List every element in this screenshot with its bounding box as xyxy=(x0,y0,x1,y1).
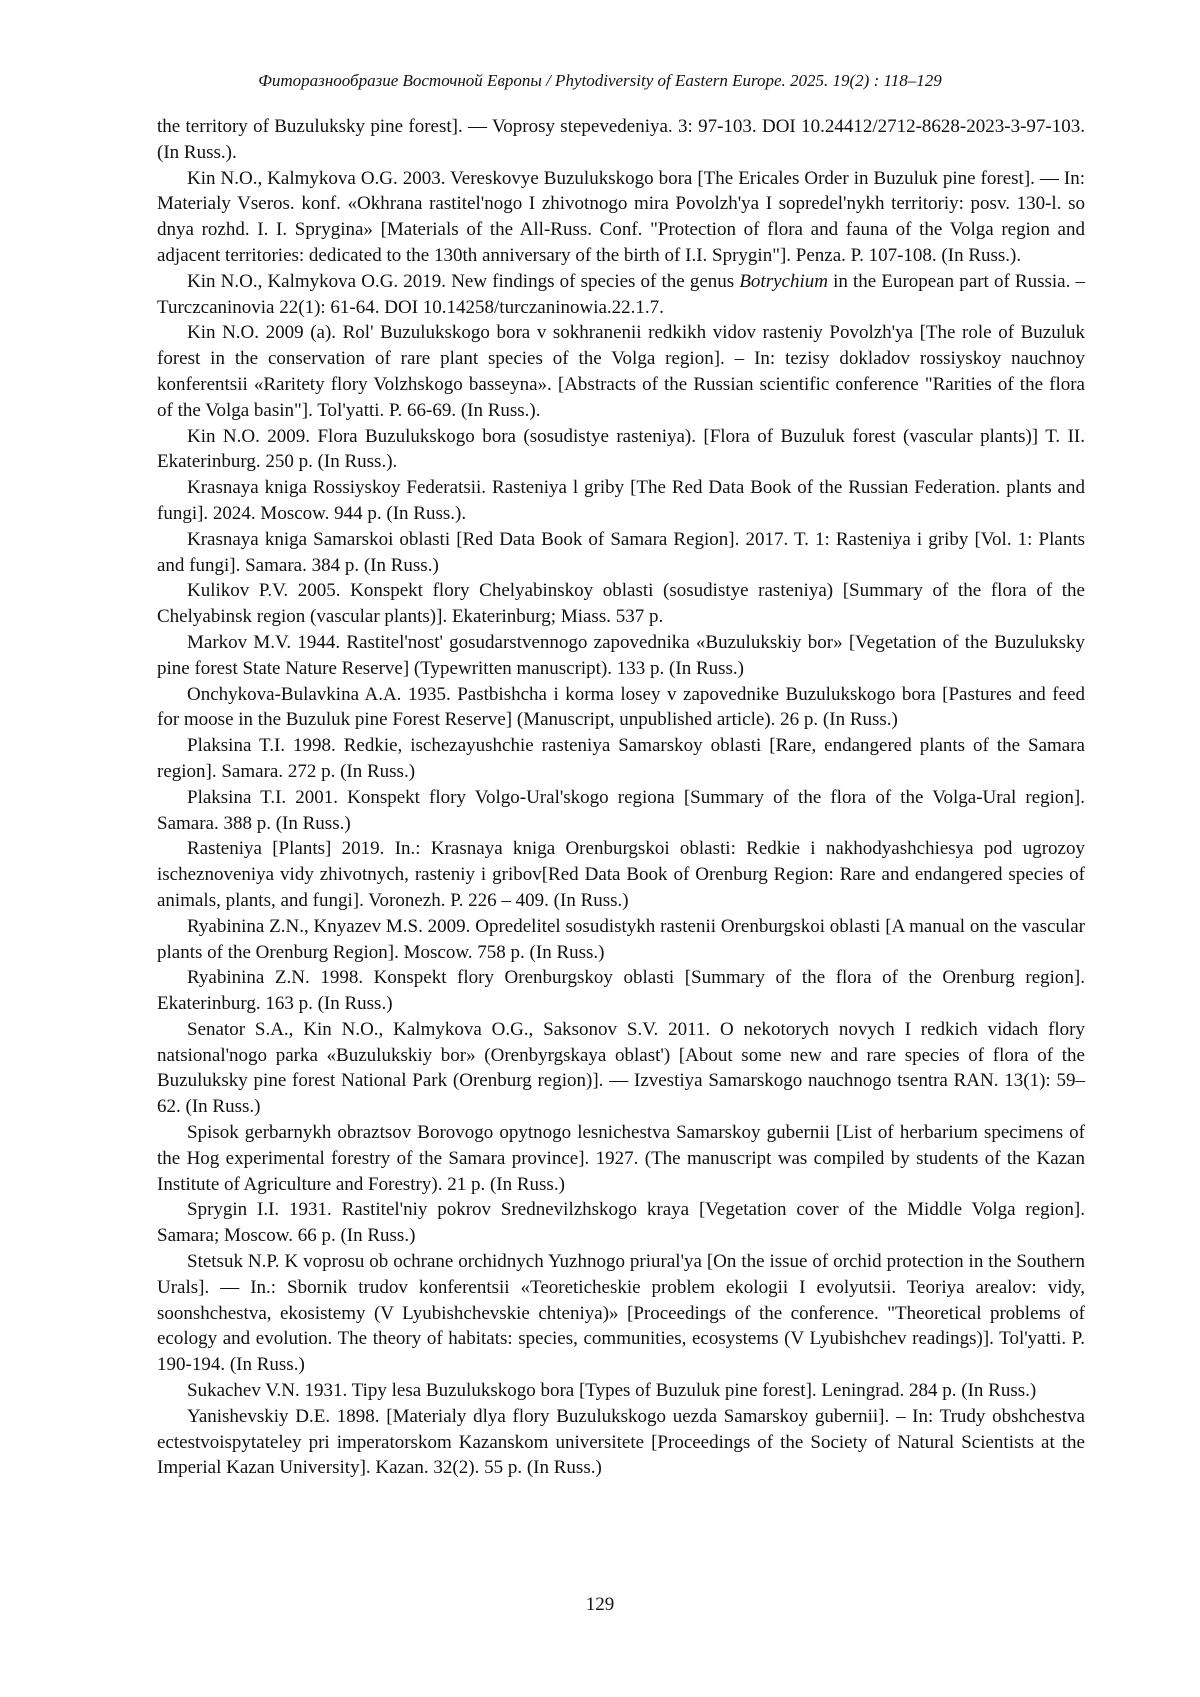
reference-item: Onchykova-Bulavkina A.A. 1935. Pastbishcha i korma losey v zapovednike Buzulukskogo bora [Pastures and feed for moose in the Buzuluk pine Forest Reserve] (Manuscript, unpublished article). 26 p. (In Russ.) xyxy=(157,682,1085,734)
reference-item: Kin N.O., Kalmykova O.G. 2003. Vereskovye Buzulukskogo bora [The Ericales Order in Buzuluk pine forest]. — In: Materialy Vseros. konf. «Okhrana rastitel'nogo I zhivotnogo mira Povolzh'ya I sopredel'nykh territoriy: posv. 130-l. so dnya rozhd. I. I. Sprygina» [Materials of the All-Russ. Conf. "Protection of flora and fauna of the Volga region and adjacent territories: dedicated to the 130th anniversary of the birth of I.I. Sprygin"]. Penza. P. 107-108. (In Russ.). xyxy=(157,166,1085,269)
reference-item: Sukachev V.N. 1931. Tipy lesa Buzulukskogo bora [Types of Buzuluk pine forest]. Leningrad. 284 p. (In Russ.) xyxy=(157,1378,1085,1404)
reference-item: Markov M.V. 1944. Rastitel'nost' gosudarstvennogo zapovednika «Buzulukskiy bor» [Vegetation of the Buzuluksky pine forest State Nature Reserve] (Typewritten manuscript). 133 p. (In Russ.) xyxy=(157,630,1085,682)
reference-item: Ryabinina Z.N., Knyazev M.S. 2009. Opredelitel sosudistykh rastenii Orenburgskoi oblasti [A manual on the vascular plants of the Orenburg Region]. Moscow. 758 p. (In Russ.) xyxy=(157,914,1085,966)
reference-text: Kin N.O., Kalmykova O.G. 2019. New findings of species of the genus xyxy=(187,271,739,292)
reference-item: Sprygin I.I. 1931. Rastitel'niy pokrov Srednevilzhskogo kraya [Vegetation cover of the Middle Volga region]. Samara; Moscow. 66 p. (In Russ.) xyxy=(157,1197,1085,1249)
genus-name-italic: Botrychium xyxy=(739,271,828,292)
reference-item: Stetsuk N.P. K voprosu ob ochrane orchidnych Yuzhnogo priural'ya [On the issue of orchid protection in the Southern Urals]. — In.: Sbornik trudov konferentsii «Teoreticheskie problem ekologii I evolyutsii. Teoriya arealov: vidy, soonshchestva, ekosistemy (V Lyubishchevskie chteniya)» [Proceedings of the conference. "Theoretical problems of ecology and evolution. The theory of habitats: species, communities, ecosystems (V Lyubishchev readings)]. Tol'yatti. P. 190-194. (In Russ.) xyxy=(157,1249,1085,1378)
reference-item: Spisok gerbarnykh obraztsov Borovogo opytnogo lesnichestva Samarskoy gubernii [List of herbarium specimens of the Hog experimental forestry of the Samara province]. 1927. (The manuscript was compiled by students of the Kazan Institute of Agriculture and Forestry). 21 p. (In Russ.) xyxy=(157,1120,1085,1197)
reference-item: Yanishevskiy D.E. 1898. [Materialy dlya flory Buzulukskogo uezda Samarskoy gubernii]. – In: Trudy obshchestva ectestvoispytateley pri imperatorskom Kazanskom universitete [Proceedings of the Society of Natural Scientists at the Imperial Kazan University]. Kazan. 32(2). 55 p. (In Russ.) xyxy=(157,1404,1085,1481)
reference-continuation: the territory of Buzuluksky pine forest]. — Voprosy stepevedeniya. 3: 97-103. DOI 10.24412/2712-8628-2023-3-97-103. (In Russ.). xyxy=(157,114,1085,166)
running-header: Фиторазнообразие Восточной Европы / Phytodiversity of Eastern Europe. 2025. 19(2) : 118–129 xyxy=(0,70,1200,92)
reference-text: in the European part of Russia. – Turczcaninovia 22(1): 61-64. DOI 10.14258/turczaninowia.22.1.7. xyxy=(157,271,1085,318)
reference-item: Kin N.O. 2009. Flora Buzulukskogo bora (sosudistye rasteniya). [Flora of Buzuluk forest (vascular plants)] T. II. Ekaterinburg. 250 p. (In Russ.). xyxy=(157,424,1085,476)
page-number: 129 xyxy=(0,1593,1200,1617)
reference-item: Krasnaya kniga Rossiyskoy Federatsii. Rasteniya l griby [The Red Data Book of the Russian Federation. plants and fungi]. 2024. Moscow. 944 p. (In Russ.). xyxy=(157,475,1085,527)
reference-item: Krasnaya kniga Samarskoi oblasti [Red Data Book of Samara Region]. 2017. T. 1: Rasteniya i griby [Vol. 1: Plants and fungi]. Samara. 384 p. (In Russ.) xyxy=(157,527,1085,579)
reference-item: Kin N.O. 2009 (a). Rol' Buzulukskogo bora v sokhranenii redkikh vidov rasteniy Povolzh'ya [The role of Buzuluk forest in the conservation of rare plant species of the Volga region]. – In: tezisy dokladov rossiyskoy nauchnoy konferentsii «Raritety flory Volzhskogo basseyna». [Abstracts of the Russian scientific conference "Rarities of the flora of the Volga basin"]. Tol'yatti. P. 66-69. (In Russ.). xyxy=(157,320,1085,423)
reference-item: Ryabinina Z.N. 1998. Konspekt flory Orenburgskoy oblasti [Summary of the flora of the Orenburg region]. Ekaterinburg. 163 p. (In Russ.) xyxy=(157,965,1085,1017)
reference-item: Kulikov P.V. 2005. Konspekt flory Chelyabinskoy oblasti (sosudistye rasteniya) [Summary of the flora of the Chelyabinsk region (vascular plants)]. Ekaterinburg; Miass. 537 p. xyxy=(157,578,1085,630)
reference-item: Rasteniya [Plants] 2019. In.: Krasnaya kniga Orenburgskoi oblasti: Redkie i nakhodyashchiesya pod ugrozoy ischeznoveniya vidy zhivotnych, rasteniy i gribov[Red Data Book of Orenburg Region: Rare and endangered species of animals, plants, and fungi]. Voronezh. P. 226 – 409. (In Russ.) xyxy=(157,836,1085,913)
reference-list xyxy=(157,114,1085,1481)
reference-item: Plaksina T.I. 2001. Konspekt flory Volgo-Ural'skogo regiona [Summary of the flora of the Volga-Ural region]. Samara. 388 p. (In Russ.) xyxy=(157,785,1085,837)
reference-item: Senator S.A., Kin N.O., Kalmykova O.G., Saksonov S.V. 2011. O nekotorych novych I redkich vidach flory natsional'nogo parka «Buzulukskiy bor» (Orenbyrgskaya oblast') [About some new and rare species of flora of the Buzuluksky pine forest National Park (Orenburg region)]. — Izvestiya Samarskogo nauchnogo tsentra RAN. 13(1): 59–62. (In Russ.) xyxy=(157,1017,1085,1120)
reference-item: Plaksina T.I. 1998. Redkie, ischezayushchie rasteniya Samarskoy oblasti [Rare, endangered plants of the Samara region]. Samara. 272 p. (In Russ.) xyxy=(157,733,1085,785)
reference-item xyxy=(157,269,1085,321)
